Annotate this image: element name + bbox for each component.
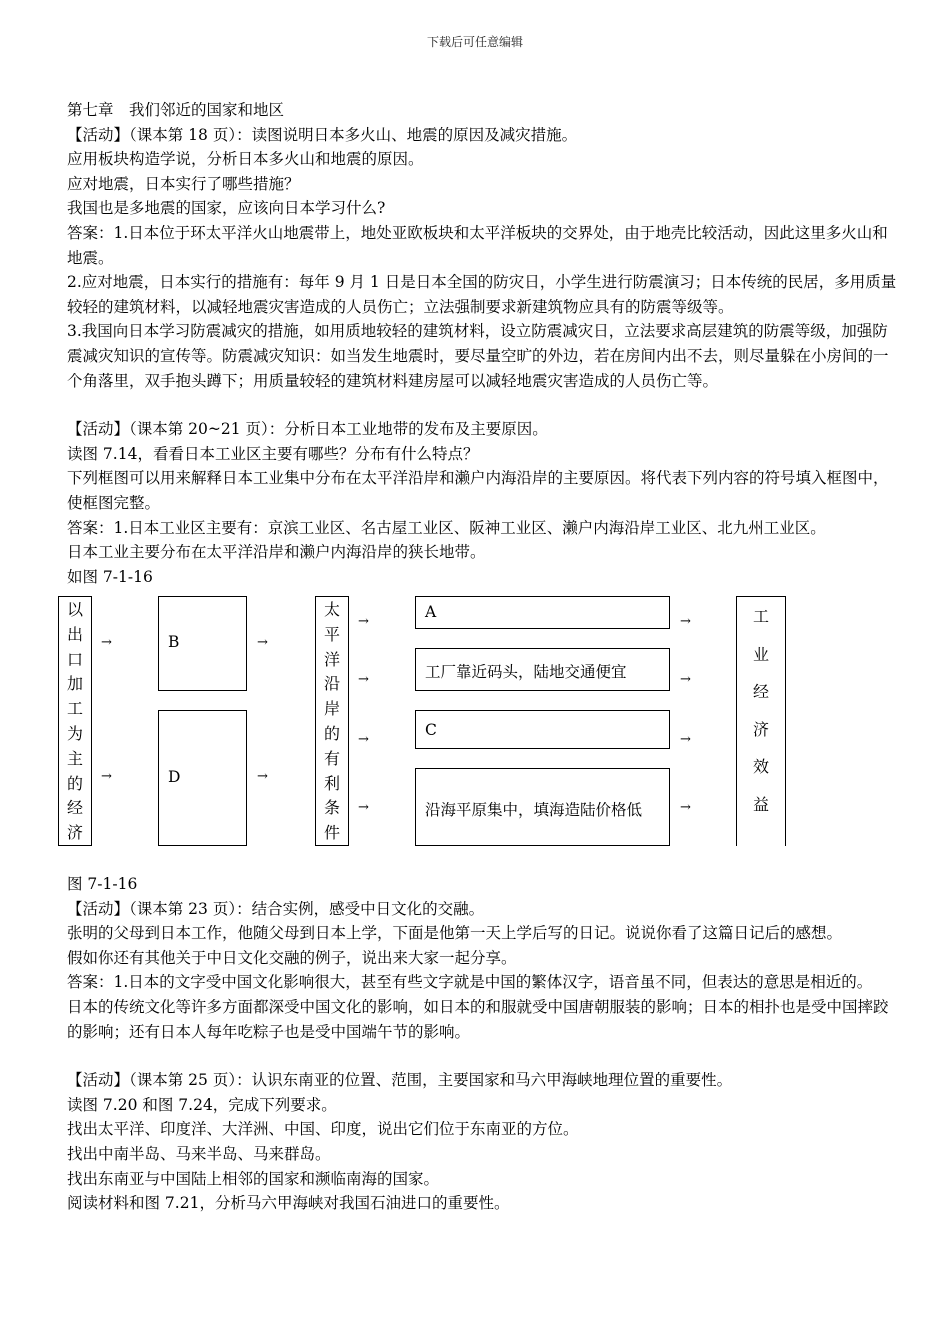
blank-line bbox=[67, 393, 897, 417]
box-a-label: A bbox=[425, 603, 437, 621]
vertical-char: 济 bbox=[66, 823, 83, 843]
paragraph: 日本工业主要分布在太平洋沿岸和濑户内海沿岸的狭长地带。 bbox=[67, 543, 486, 562]
vertical-char: 洋 bbox=[323, 649, 340, 669]
paragraph: 【活动】（课本第 20~21 页）：分析日本工业地带的发布及主要原因。 bbox=[67, 420, 548, 439]
right-label-text bbox=[748, 598, 774, 823]
vertical-char: 益 bbox=[752, 794, 769, 814]
box-c-label: C bbox=[425, 721, 437, 739]
vertical-char: 有 bbox=[323, 748, 340, 768]
paragraph: 【活动】（课本第 25 页）：认识东南亚的位置、范围，主要国家和马六甲海峡地理位置的重要性。 bbox=[67, 1071, 733, 1090]
box-a bbox=[415, 596, 670, 629]
vertical-char: 经 bbox=[752, 682, 769, 701]
text-section-1 bbox=[67, 98, 897, 589]
box-b-label: B bbox=[168, 633, 180, 651]
paragraph: 第七章 我们邻近的国家和地区 bbox=[67, 101, 285, 119]
blank-line bbox=[67, 1044, 897, 1068]
vertical-char: 利 bbox=[323, 773, 340, 793]
vertical-char: 以 bbox=[66, 600, 83, 619]
vertical-char: 岸 bbox=[323, 699, 340, 719]
middle-label-text bbox=[320, 598, 344, 846]
paragraph: 我国也是多地震的国家，应该向日本学习什么? bbox=[67, 199, 386, 218]
arrow: → bbox=[257, 635, 268, 650]
paragraph: 应用板块构造学说，分析日本多火山和地震的原因。 bbox=[67, 150, 424, 169]
paragraph: 假如你还有其他关于中日文化交融的例子，说出来大家一起分享。 bbox=[67, 948, 517, 967]
text-section-2 bbox=[67, 872, 897, 1216]
paragraph: 答案：1.日本的文字受中国文化影响很大，甚至有些文字就是中国的繁体汉字，语音虽不同，但表达的意思是相近的。 bbox=[67, 973, 873, 992]
paragraph: 下列框图可以用来解释日本工业集中分布在太平洋沿岸和濑户内海沿岸的主要原因。将代表下列内容的符号填入框图中，使框图完整。 bbox=[67, 469, 889, 512]
vertical-char: 出 bbox=[66, 624, 83, 644]
arrow: → bbox=[680, 614, 691, 629]
left-label-text bbox=[63, 598, 87, 846]
paragraph: 2.应对地震，日本实行的措施有：每年 9 月 1 日是日本全国的防灾日，小学生进行防震演习；日本传统的民居，多用质量较轻的建筑材料，以减轻地震灾害造成的人员伤亡；立法强制要求新建筑物应具有的防震等级等。 bbox=[67, 273, 897, 316]
paragraph: 张明的父母到日本工作，他随父母到日本上学，下面是他第一天上学后写的日记。说说你看了这篇日记后的感想。 bbox=[67, 924, 843, 943]
paragraph: 应对地震，日本实行了哪些措施？ bbox=[67, 174, 300, 193]
paragraph: 图 7-1-16 bbox=[67, 875, 138, 893]
vertical-char: 为 bbox=[66, 723, 83, 743]
paragraph: 阅读材料和图 7.21，分析马六甲海峡对我国石油进口的重要性。 bbox=[67, 1194, 510, 1213]
vertical-char: 口 bbox=[66, 649, 83, 669]
arrow: → bbox=[358, 614, 369, 629]
arrow: → bbox=[101, 769, 112, 784]
arrow: → bbox=[680, 672, 691, 687]
paragraph: 如图 7-1-16 bbox=[67, 567, 153, 586]
vertical-char: 济 bbox=[752, 719, 769, 739]
arrow: → bbox=[358, 800, 369, 815]
paragraph: 【活动】（课本第 18 页）：读图说明日本多火山、地震的原因及减灾措施。 bbox=[67, 125, 578, 144]
vertical-char: 的 bbox=[323, 723, 340, 743]
paragraph: 3.我国向日本学习防震减灾的措施，如用质地较轻的建筑材料，设立防震减灾日，立法要求高层建筑的防震等级，加强防震减灾知识的宣传等。防震减灾知识：如当发生地震时，要尽量空旷的外边，若在房间内出不去，则尽量躲在小房间的一个角落里，双手抱头蹲下；用质量较轻的建筑材料建房屋可以减轻地震灾害造成的人员伤亡等。 bbox=[67, 322, 889, 390]
box-d-label: D bbox=[168, 768, 181, 786]
vertical-char: 沿 bbox=[323, 674, 340, 694]
paragraph: 答案：1.日本工业区主要有：京滨工业区、名古屋工业区、阪神工业区、濑户内海沿岸工业区、北九州工业区。 bbox=[67, 518, 826, 537]
vertical-char: 效 bbox=[752, 757, 769, 776]
arrow: → bbox=[101, 635, 112, 650]
arrow: → bbox=[257, 769, 268, 784]
vertical-char: 条 bbox=[323, 798, 340, 818]
arrow: → bbox=[358, 672, 369, 687]
paragraph: 找出太平洋、印度洋、大洋洲、中国、印度，说出它们位于东南亚的方位。 bbox=[67, 1120, 579, 1139]
page-header: 下载后可任意编辑 bbox=[426, 35, 523, 49]
vertical-char: 工 bbox=[752, 607, 769, 626]
paragraph: 日本的传统文化等许多方面都深受中国文化的影响，如日本的和服就受中国唐朝服装的影响；日本的相扑也是受中国摔跤的影响；还有日本人每年吃粽子也是受中国端午节的影响。 bbox=[67, 997, 889, 1041]
arrow: → bbox=[680, 732, 691, 747]
vertical-char: 加 bbox=[66, 674, 83, 694]
arrow: → bbox=[358, 732, 369, 747]
vertical-char: 平 bbox=[323, 624, 340, 644]
paragraph: 读图 7.20 和图 7.24，完成下列要求。 bbox=[67, 1095, 337, 1114]
box-2-label: 工厂靠近码头，陆地交通便宜 bbox=[425, 663, 627, 681]
paragraph: 读图 7.14，看看日本工业区主要有哪些？分布有什么特点？ bbox=[67, 444, 479, 463]
vertical-char: 业 bbox=[752, 644, 769, 664]
paragraph: 找出中南半岛、马来半岛、马来群岛。 bbox=[67, 1144, 331, 1163]
box-c bbox=[415, 710, 670, 749]
paragraph: 答案：1.日本位于环太平洋火山地震带上，地处亚欧板块和太平洋板块的交界处，由于地壳比较活动，因此这里多火山和地震。 bbox=[67, 223, 888, 267]
vertical-char: 太 bbox=[323, 600, 340, 619]
paragraph: 找出东南亚与中国陆上相邻的国家和濒临南海的国家。 bbox=[67, 1169, 440, 1188]
paragraph: 【活动】（课本第 23 页）：结合实例，感受中日文化的交融。 bbox=[67, 899, 485, 918]
box-4-label: 沿海平原集中，填海造陆价格低 bbox=[425, 801, 643, 819]
vertical-char: 经 bbox=[66, 798, 83, 818]
vertical-char: 工 bbox=[66, 699, 83, 719]
arrow: → bbox=[680, 800, 691, 815]
vertical-char: 的 bbox=[66, 773, 83, 793]
vertical-char: 主 bbox=[66, 748, 83, 768]
vertical-char: 件 bbox=[323, 823, 340, 843]
